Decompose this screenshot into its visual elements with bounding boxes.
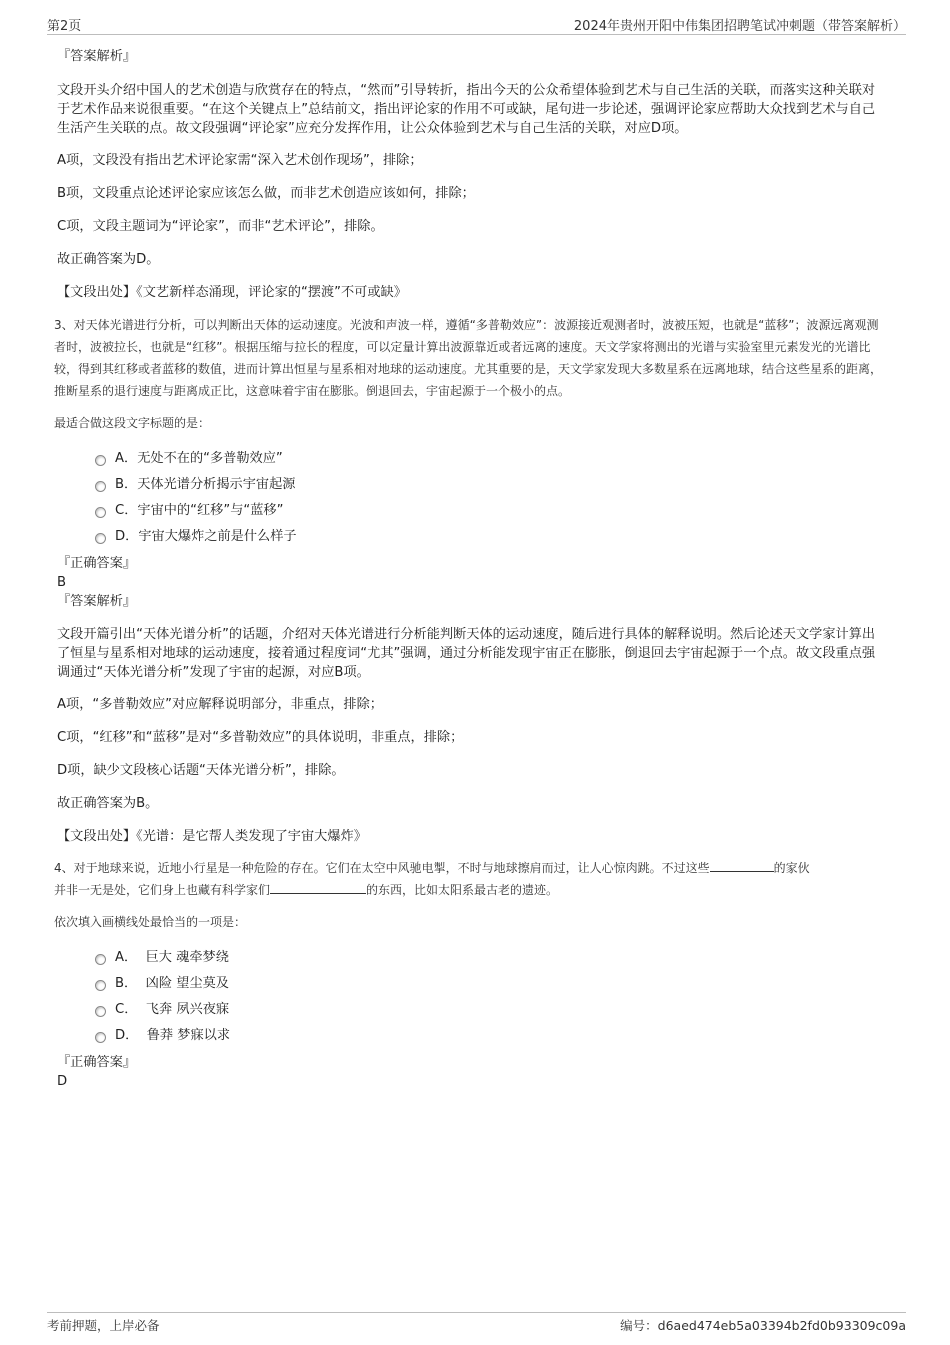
radio-button[interactable] [95,533,106,544]
option-label: B． 凶险 望尘莫及 [115,976,229,991]
analysis-option-d: D项，缺少文段核心话题“天体光谱分析”，排除。 [57,763,345,778]
radio-button[interactable] [95,1032,106,1043]
question-3-stem: 3、对天体光谱进行分析，可以判断出天体的运动速度。光波和声波一样，遵循“多普勒效应”：波源接近观测者时，波被压短，也就是“蓝移”；波源远离观测者时，波被拉长，也就是“红移”。根据压缩与拉长的程度，可以定量计算出波源靠近或者远离的速度。天文学家将测出的光谱与实验室里元素发光的光谱比较，得到其红移或者蓝移的数值，进而计算出恒星与星系相对地球的运动速度。尤其重要的是，天文学家发现大多数星系在远离地球，结合这些星系的距离，推断星系的退行速度与距离成正比，这意味着宇宙在膨胀。倒退回去，宇宙起源于一个极小的点。 [54,318,883,398]
page-header [47,14,906,35]
analysis-option-b: B项，文段重点论述评论家应该怎么做，而非艺术创造应该如何，排除； [57,186,475,201]
document-code: 编号：d6aed474eb5a03394b2fd0b93309c09a [620,1318,906,1333]
source-citation: 【文段出处】《光谱：是它帮人类发现了宇宙大爆炸》 [57,829,367,844]
analysis-option-a: A项，“多普勒效应”对应解释说明部分，非重点，排除； [57,697,383,712]
analysis-heading: 『答案解析』 [57,49,137,64]
question-4-prompt: 依次填入画横线处最恰当的一项是： [54,915,247,929]
page-footer [47,1312,906,1337]
option-d[interactable] [95,1023,887,1049]
conclusion: 故正确答案为D。 [57,252,160,267]
fill-blank-2 [270,879,366,894]
correct-answer-heading: 『正确答案』 [57,1055,137,1070]
option-label: C． 飞奔 夙兴夜寐 [115,1002,230,1017]
option-label: A． 巨大 魂牵梦绕 [115,950,229,965]
source-citation: 【文段出处】《文艺新样态涌现，评论家的“摆渡”不可或缺》 [57,285,407,300]
analysis-text: 文段开篇引出“天体光谱分析”的话题，介绍对天体光谱进行分析能判断天体的运动速度，随后进行具体的解释说明。然后论述天文学家计算出了恒星与星系相对地球的运动速度，接着通过程度词“尤其”强调，通过分析能发现宇宙正在膨胀，倒退回去宇宙起源于一个点。故文段重点强调通过“天体光谱分析”发现了宇宙的起源，对应B项。 [57,627,876,680]
document-title: 2024年贵州开阳中伟集团招聘笔试冲刺题（带答案解析） [573,19,906,34]
radio-button[interactable] [95,455,106,466]
correct-answer-heading: 『正确答案』 [57,556,137,571]
option-c[interactable] [95,997,887,1023]
radio-button[interactable] [95,980,106,991]
analysis-text: 文段开头介绍中国人的艺术创造与欣赏存在的特点，“然而”引导转折，指出今天的公众希望体验到艺术与自己生活的关联，而落实这种关联对于艺术作品来说很重要。“在这个关键点上”总结前文，指出评论家的作用不可或缺，尾句进一步论述，强调评论家应帮助大众找到艺术与自己生活产生关联的点。故文段强调“评论家”应充分发挥作用，让公众体验到艺术与自己生活的关联，对应D项。 [57,83,876,136]
option-label: A．无处不在的“多普勒效应” [115,451,283,466]
option-c[interactable] [95,498,887,524]
footer-slogan: 考前押题，上岸必备 [47,1318,160,1333]
fill-blank-1 [710,857,774,872]
page-number: 第2页 [47,19,82,34]
option-label: B．天体光谱分析揭示宇宙起源 [115,477,296,492]
option-a[interactable] [95,446,887,472]
question-4-options [57,945,887,1049]
correct-answer: D [57,1074,68,1089]
radio-button[interactable] [95,507,106,518]
question-4-stem: 4、对于地球来说，近地小行星是一种危险的存在。它们在太空中风驰电掣，不时与地球擦肩而过，让人心惊肉跳。不过这些 的家伙 并非一无是处，它们身上也藏有科学家们 的东西，比如太阳系最古老的遗迹。 [54,857,887,901]
correct-answer: B [57,575,67,590]
option-d[interactable] [95,524,887,550]
option-a[interactable] [95,945,887,971]
question-3-prompt: 最适合做这段文字标题的是： [54,416,211,430]
option-label: C．宇宙中的“红移”与“蓝移” [115,503,284,518]
option-label: D．宇宙大爆炸之前是什么样子 [115,529,297,544]
radio-button[interactable] [95,481,106,492]
question-3-options [57,446,887,550]
option-b[interactable] [95,472,887,498]
option-b[interactable] [95,971,887,997]
conclusion: 故正确答案为B。 [57,796,159,811]
radio-button[interactable] [95,954,106,965]
analysis-option-c: C项，“红移”和“蓝移”是对“多普勒效应”的具体说明，非重点，排除； [57,730,464,745]
analysis-heading: 『答案解析』 [57,594,137,609]
analysis-option-c: C项，文段主题词为“评论家”，而非“艺术评论”，排除。 [57,219,384,234]
analysis-option-a: A项，文段没有指出艺术评论家需“深入艺术创作现场”，排除； [57,153,423,168]
page-content [54,46,887,1091]
option-label: D． 鲁莽 梦寐以求 [115,1028,231,1043]
radio-button[interactable] [95,1006,106,1017]
